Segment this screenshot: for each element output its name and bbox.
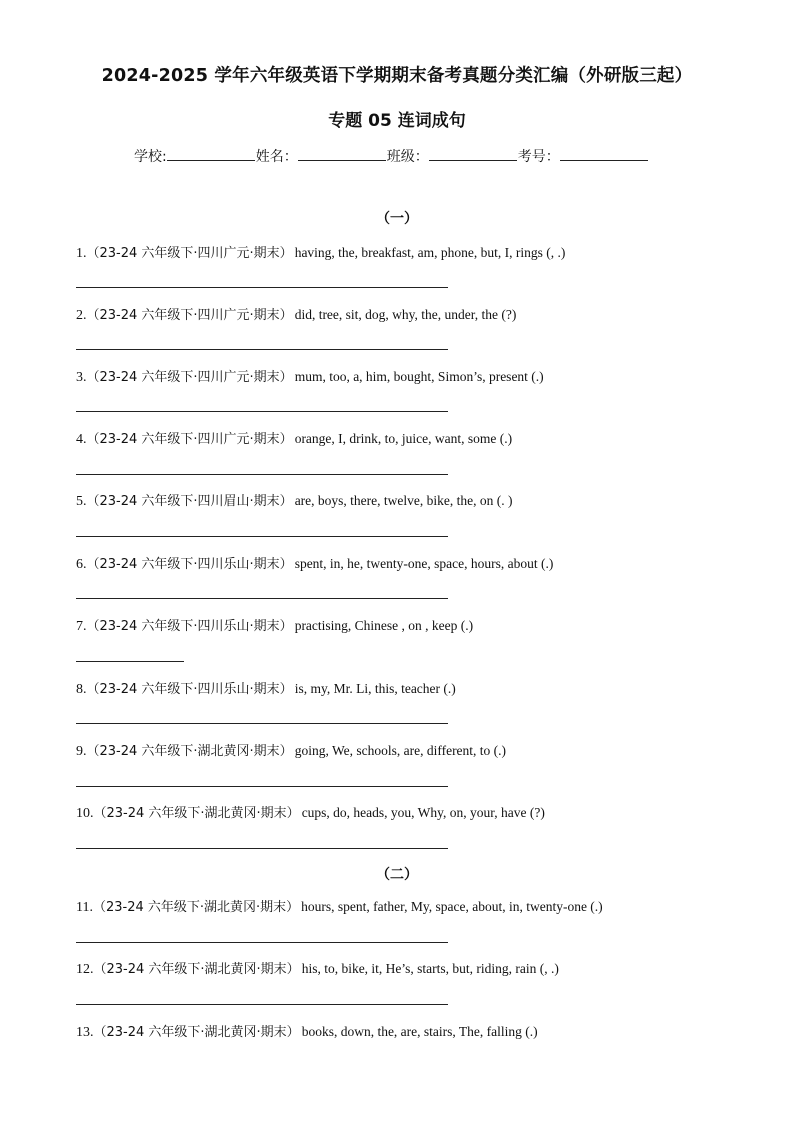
question-number: 13. xyxy=(76,1025,94,1040)
question-number: 12. xyxy=(76,962,94,977)
question-words: orange, I, drink, to, juice, want, some (.) xyxy=(294,431,513,446)
name-field[interactable] xyxy=(298,146,386,161)
question-7 xyxy=(76,615,473,635)
page-title: 2024-2025 学年六年级英语下学期期末备考真题分类汇编（外研版三起） xyxy=(101,66,693,86)
class-field[interactable] xyxy=(429,146,517,161)
section-heading-one: （一） xyxy=(376,211,418,227)
exam-no-field[interactable] xyxy=(560,146,648,161)
answer-line-4[interactable] xyxy=(76,474,448,475)
question-number: 2. xyxy=(76,308,87,323)
question-source: （23-24 六年级下·湖北黄冈·期末） xyxy=(92,900,300,915)
question-words: is, my, Mr. Li, this, teacher (.) xyxy=(294,681,456,696)
question-source: （23-24 六年级下·四川乐山·期末） xyxy=(86,682,293,697)
question-source: （23-24 六年级下·四川眉山·期末） xyxy=(86,494,293,509)
question-6 xyxy=(76,553,553,573)
question-1 xyxy=(76,242,565,262)
name-label: 姓名： xyxy=(255,149,298,165)
answer-line-9[interactable] xyxy=(76,786,448,787)
question-number: 8. xyxy=(76,682,87,697)
question-number: 4. xyxy=(76,432,87,447)
question-source: （23-24 六年级下·四川乐山·期末） xyxy=(86,557,293,572)
question-9 xyxy=(76,740,506,760)
answer-line-11[interactable] xyxy=(76,942,448,943)
answer-line-2[interactable] xyxy=(76,349,448,350)
student-info-row xyxy=(134,146,649,166)
question-source: （23-24 六年级下·湖北黄冈·期末） xyxy=(93,1025,300,1040)
question-words: did, tree, sit, dog, why, the, under, the (?) xyxy=(294,307,517,322)
page-subtitle: 专题 05 连词成句 xyxy=(328,111,466,131)
answer-line-12[interactable] xyxy=(76,1004,448,1005)
answer-line-1[interactable] xyxy=(76,287,448,288)
question-4 xyxy=(76,428,512,448)
question-words: books, down, the, are, stairs, The, falling (.) xyxy=(301,1024,538,1039)
answer-line-8[interactable] xyxy=(76,723,448,724)
school-field[interactable] xyxy=(167,146,255,161)
question-source: （23-24 六年级下·四川广元·期末） xyxy=(86,432,293,447)
question-3 xyxy=(76,366,544,386)
question-8 xyxy=(76,678,456,698)
question-words: having, the, breakfast, am, phone, but, I, rings (, .) xyxy=(294,245,566,260)
question-number: 10. xyxy=(76,806,94,821)
class-label: 班级： xyxy=(386,149,429,165)
question-source: （23-24 六年级下·湖北黄冈·期末） xyxy=(93,962,300,977)
question-10 xyxy=(76,802,545,822)
question-source: （23-24 六年级下·四川广元·期末） xyxy=(86,370,293,385)
question-number: 11. xyxy=(76,900,93,915)
question-11 xyxy=(76,896,603,916)
question-number: 9. xyxy=(76,744,87,759)
question-number: 3. xyxy=(76,370,87,385)
question-words: mum, too, a, him, bought, Simon’s, present (.) xyxy=(294,369,544,384)
question-number: 1. xyxy=(76,246,87,261)
answer-line-3[interactable] xyxy=(76,411,448,412)
question-words: hours, spent, father, My, space, about, in, twenty-one (.) xyxy=(301,899,603,914)
question-source: （23-24 六年级下·四川广元·期末） xyxy=(86,246,293,261)
answer-line-7[interactable] xyxy=(76,661,184,662)
question-source: （23-24 六年级下·四川广元·期末） xyxy=(86,308,293,323)
question-number: 5. xyxy=(76,494,87,509)
section-heading-two: （二） xyxy=(376,867,418,883)
question-2 xyxy=(76,304,516,324)
answer-line-10[interactable] xyxy=(76,848,448,849)
question-words: spent, in, he, twenty-one, space, hours, about (.) xyxy=(294,556,554,571)
question-words: his, to, bike, it, He’s, starts, but, riding, rain (, .) xyxy=(301,961,559,976)
question-13 xyxy=(76,1021,538,1041)
answer-line-6[interactable] xyxy=(76,598,448,599)
question-12 xyxy=(76,958,559,978)
question-words: are, boys, there, twelve, bike, the, on (. ) xyxy=(294,493,513,508)
question-source: （23-24 六年级下·湖北黄冈·期末） xyxy=(86,744,293,759)
question-words: practising, Chinese , on , keep (.) xyxy=(294,618,474,633)
school-label: 学校: xyxy=(134,149,167,165)
question-words: going, We, schools, are, different, to (.) xyxy=(294,743,507,758)
question-source: （23-24 六年级下·四川乐山·期末） xyxy=(86,619,293,634)
question-words: cups, do, heads, you, Why, on, your, have (?) xyxy=(301,805,545,820)
question-number: 7. xyxy=(76,619,87,634)
question-5 xyxy=(76,490,513,510)
answer-line-5[interactable] xyxy=(76,536,448,537)
exam-no-label: 考号： xyxy=(517,149,560,165)
question-source: （23-24 六年级下·湖北黄冈·期末） xyxy=(93,806,300,821)
question-number: 6. xyxy=(76,557,87,572)
